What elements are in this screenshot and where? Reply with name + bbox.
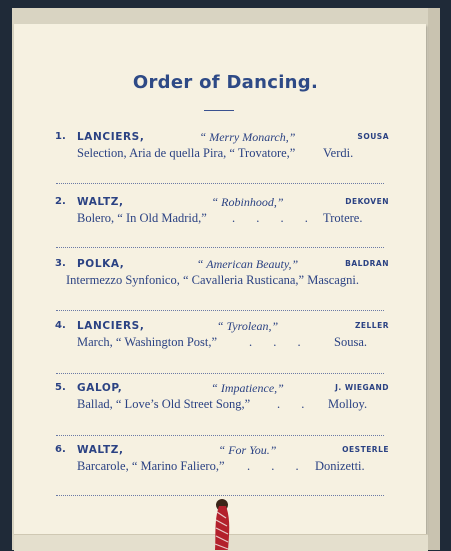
dot-leader: . . [277,397,314,411]
music-piece: Selection, Aria de quella Pira, “ Trovatore,” [77,146,296,160]
music-composer: Verdi. [323,146,354,160]
page-title: Order of Dancing. [132,72,319,93]
dance-composer: J. WIEGAND [335,383,389,392]
dance-subtitle: “ Robinhood,” [211,195,284,209]
music-composer: Molloy. [328,397,368,411]
dot-leader: . . . [249,335,310,349]
music-piece: Bolero, “ In Old Madrid,” [77,211,207,225]
music-composer: Sousa. [334,335,367,349]
entry-number: 3. [55,258,66,269]
dance-composer: SOUSA [357,132,389,141]
dance-subtitle: “ American Beauty,” [196,257,299,271]
music-piece: March, “ Washington Post,” [77,335,218,349]
dot-leader: . . . . [232,211,317,225]
dance-composer: DEKOVEN [345,197,389,206]
dance-subtitle: “ Tyrolean,” [216,319,279,333]
dance-subtitle: “ Impatience,” [211,381,284,395]
music-piece: Intermezzo Synfonico, “ Cavalleria Rusticana,” Mascagni. [66,273,359,287]
dance-composer: ZELLER [354,321,389,330]
dance-name: GALOP, [77,382,123,394]
entry-number: 1. [55,131,66,142]
dance-composer: OESTERLE [342,445,389,454]
dance-subtitle: “ For You.” [218,443,277,457]
entry-number: 5. [55,382,66,393]
dance-name: POLKA, [77,258,125,270]
entry-number: 2. [55,196,66,207]
dance-name: LANCIERS, [77,320,145,332]
dance-subtitle: “ Merry Monarch,” [199,130,296,144]
music-composer: Donizetti. [315,459,365,473]
dot-leader: . . . [247,459,308,473]
dance-name: LANCIERS, [77,131,145,143]
dance-name: WALTZ, [77,196,124,208]
music-piece: Ballad, “ Love’s Old Street Song,” [77,397,251,411]
entry-number: 6. [55,444,66,455]
music-composer: Trotere. [323,211,363,225]
music-piece: Barcarole, “ Marino Faliero,” [77,459,225,473]
dance-name: WALTZ, [77,444,124,456]
dance-composer: BALDRAN [345,259,389,268]
entry-number: 4. [55,320,66,331]
